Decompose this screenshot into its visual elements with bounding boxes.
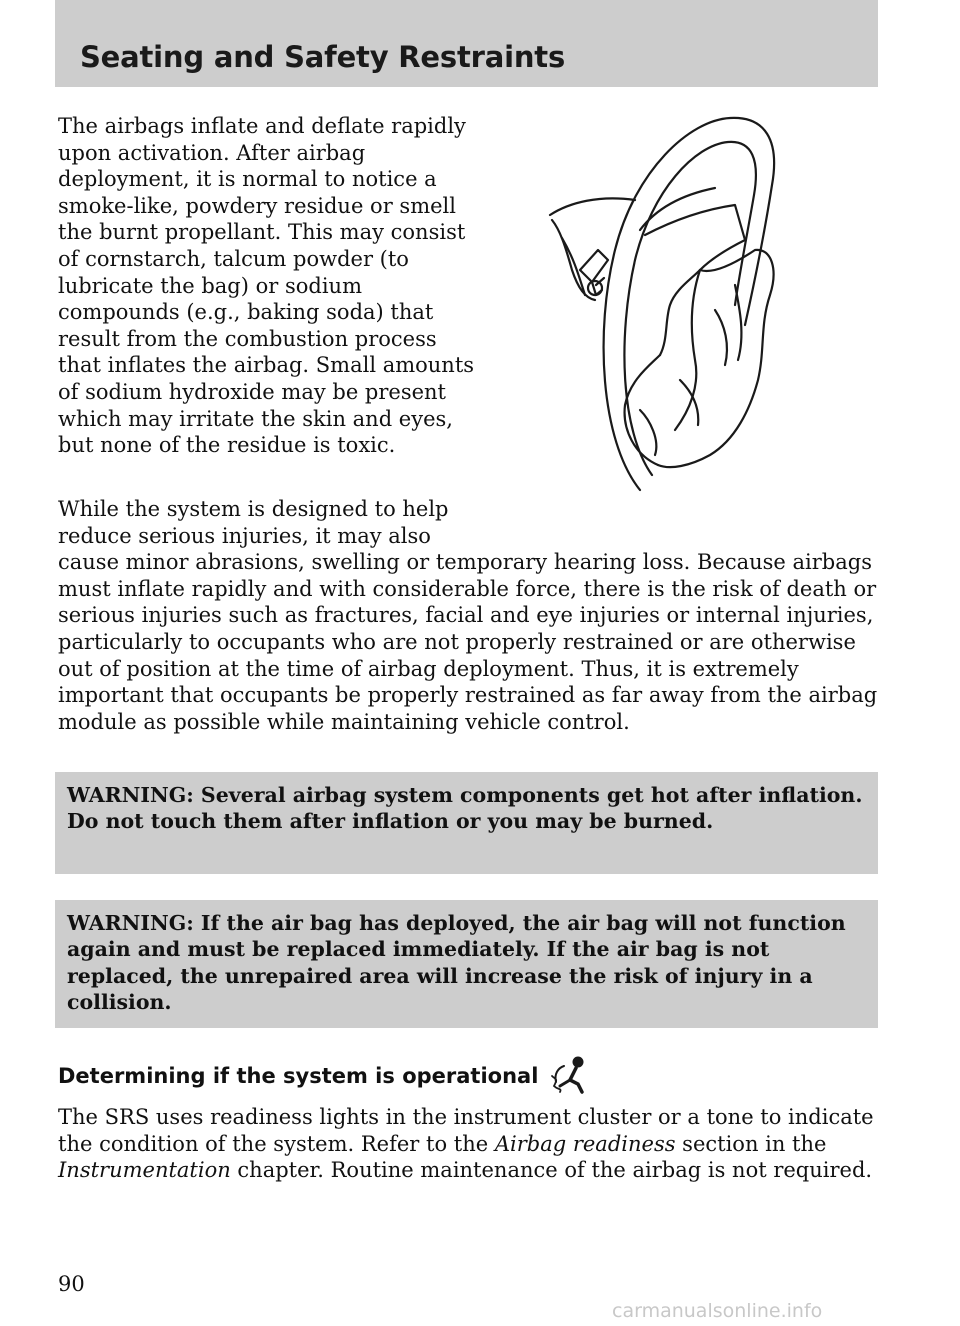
airbag-warning-icon xyxy=(548,1056,594,1094)
paragraph-residue: The airbags inflate and deflate rapidly upon activation. After airbag deployment, it is normal to notice a smoke-like, powdery residue or smell the burnt propellant. This may consist of cornstarch, talcum powder (to lubricate the bag) or sodium compounds (e.g., baking soda) that result from the combustion process that inflates the airbag. Small amounts of sodium hydroxide may be present which may irritate the skin and eyes, but none of the residue is toxic. xyxy=(58,114,475,458)
warning-text: WARNING: Several airbag system components get hot after inflation. Do not touch them after inflation or you may be burned. xyxy=(67,783,863,834)
text-run: The SRS uses readiness lights in the instrument cluster or a tone to indicate the condition of the system. Refer to the xyxy=(58,1105,874,1156)
deployed-airbag-illustration xyxy=(540,110,795,515)
text-run: section in the xyxy=(675,1131,827,1156)
paragraph-operational xyxy=(58,1104,878,1184)
paragraph-line: While the system is designed to help xyxy=(58,497,449,521)
warning-text: WARNING: If the air bag has deployed, the air bag will not function again and must be replaced immediately. If the air bag is not replaced, the unrepaired area will increase the risk of injury in a collision. xyxy=(67,911,846,1015)
text-run: chapter. Routine maintenance of the airbag is not required. xyxy=(230,1158,873,1183)
page-title: Seating and Safety Restraints xyxy=(80,40,566,74)
paragraph-rest: cause minor abrasions, swelling or temporary hearing loss. Because airbags must inflate rapidly and with considerable force, there is the risk of death or serious injuries such as fractures, facial and eye injuries or internal injuries, particularly to occupants who are not properly restrained or are otherwise out of position at the time of airbag deployment. Thus, it is extremely important that occupants be properly restrained as far away from the airbag module as possible while maintaining vehicle control. xyxy=(58,550,878,734)
warning-box-hot-components xyxy=(55,772,878,874)
watermark: carmanualsonline.info xyxy=(612,1300,823,1322)
reference-instrumentation: Instrumentation xyxy=(58,1158,231,1183)
paragraph-line: reduce serious injuries, it may also xyxy=(58,523,431,548)
reference-airbag-readiness: Airbag readiness xyxy=(494,1131,676,1156)
warning-box-replace-airbag xyxy=(55,900,878,1028)
page-number: 90 xyxy=(58,1272,85,1296)
section-heading: Determining if the system is operational xyxy=(58,1064,539,1088)
paragraph-injury-risk xyxy=(58,496,878,735)
